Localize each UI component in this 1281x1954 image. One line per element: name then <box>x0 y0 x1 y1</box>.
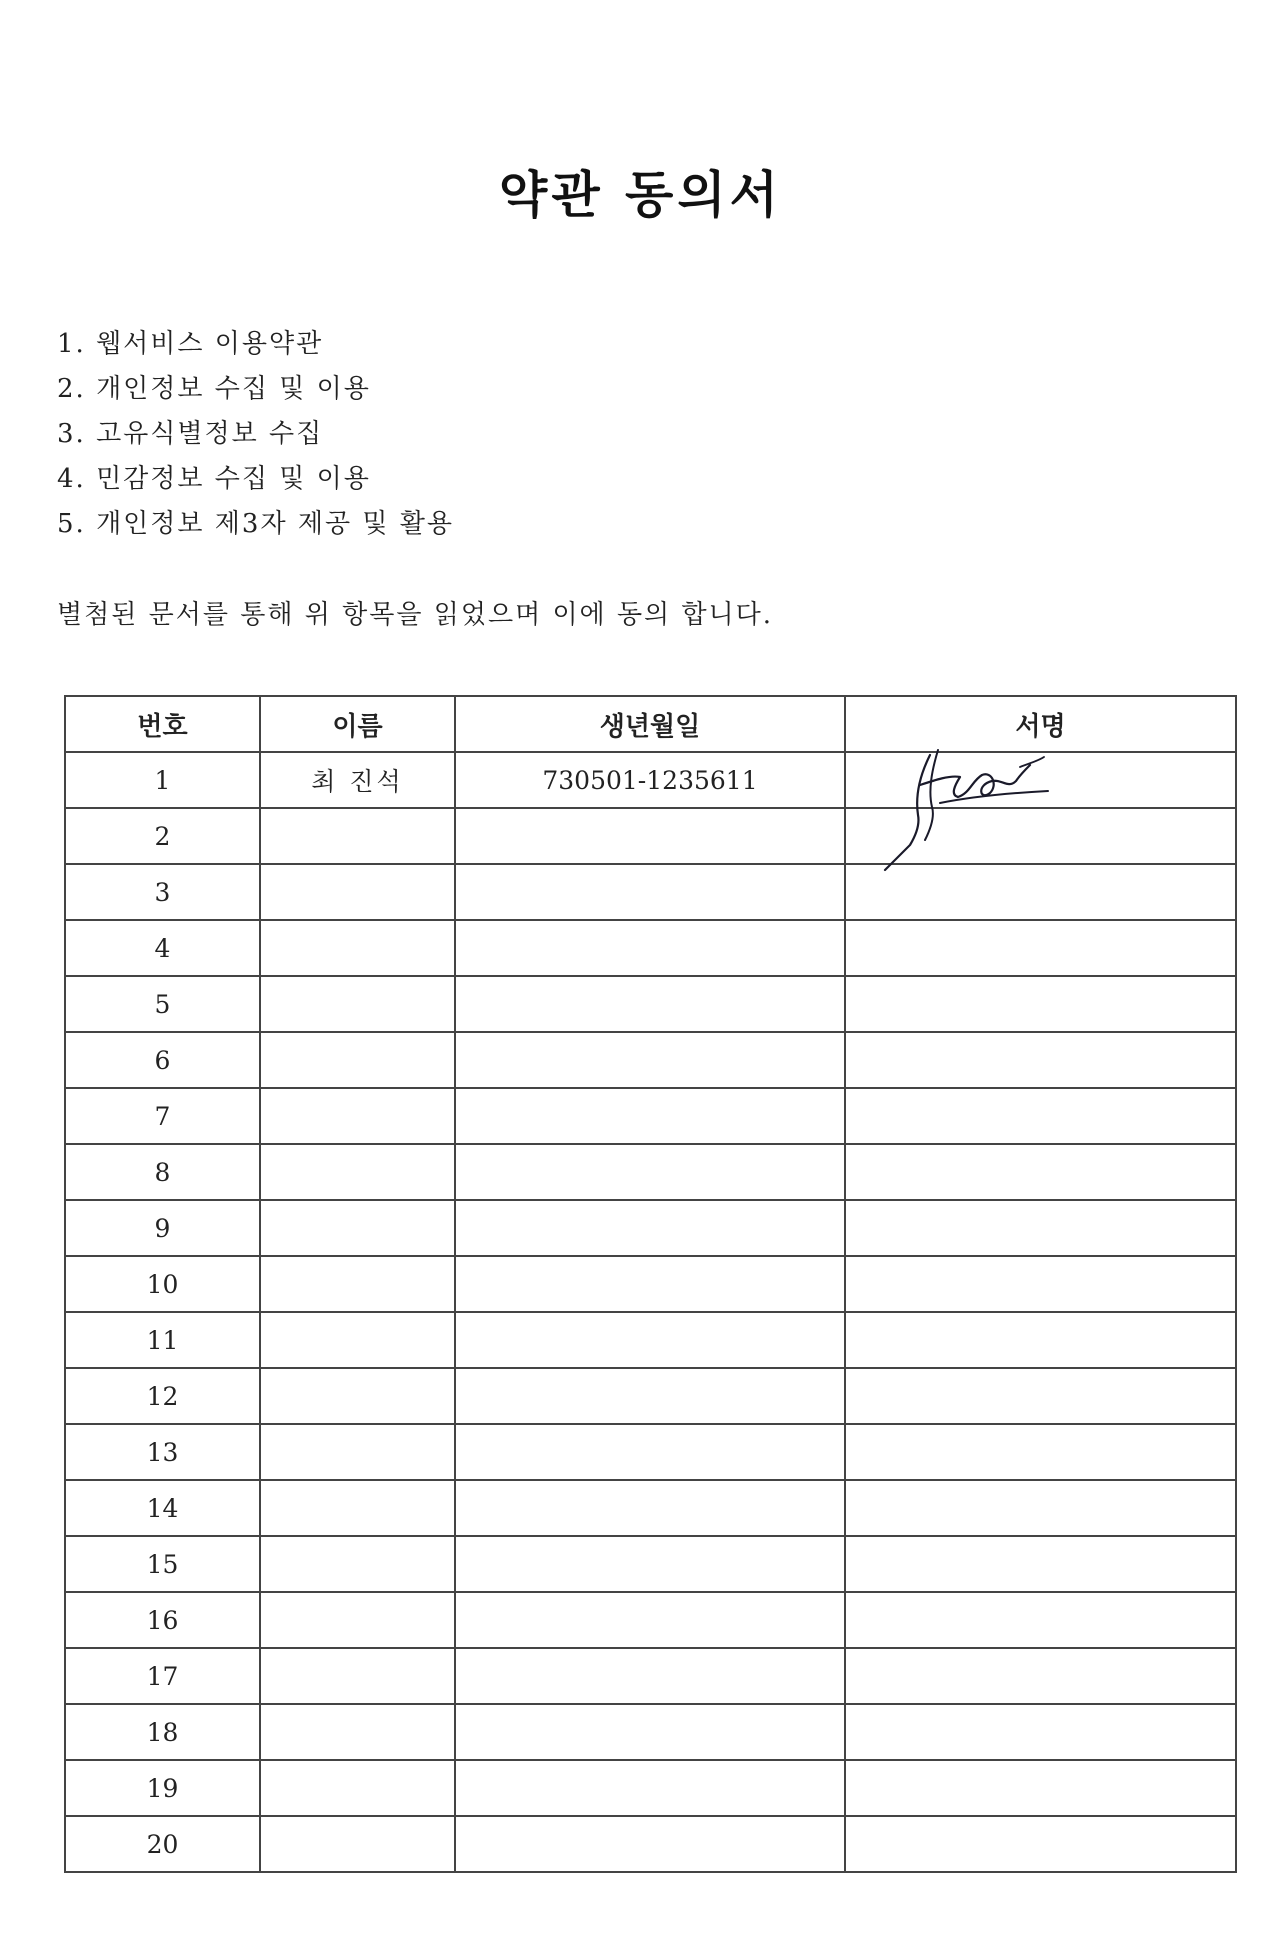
consent-item: 3. 고유식별정보 수집 <box>57 419 324 449</box>
cell-signature <box>845 1368 1236 1424</box>
table-header-row <box>65 696 1236 752</box>
cell-signature <box>845 1088 1236 1144</box>
table-row <box>65 1704 1236 1760</box>
cell-name <box>260 1816 455 1872</box>
cell-signature <box>845 1592 1236 1648</box>
cell-birthdate <box>455 1480 845 1536</box>
table-row <box>65 1088 1236 1144</box>
handwritten-signature <box>880 745 1100 875</box>
cell-signature <box>845 1144 1236 1200</box>
cell-signature <box>845 1816 1236 1872</box>
cell-birthdate <box>455 1760 845 1816</box>
cell-number: 16 <box>65 1592 260 1648</box>
cell-number: 8 <box>65 1144 260 1200</box>
cell-signature <box>845 920 1236 976</box>
table-row <box>65 1424 1236 1480</box>
cell-birthdate <box>455 1648 845 1704</box>
cell-number: 18 <box>65 1704 260 1760</box>
cell-signature <box>845 1536 1236 1592</box>
cell-number: 6 <box>65 1032 260 1088</box>
table-row <box>65 1144 1236 1200</box>
table-row <box>65 1592 1236 1648</box>
cell-number: 12 <box>65 1368 260 1424</box>
cell-name <box>260 808 455 864</box>
consent-item: 1. 웹서비스 이용약관 <box>57 329 324 359</box>
cell-name: 최 진석 <box>260 752 455 808</box>
header-signature: 서명 <box>845 696 1236 752</box>
cell-name <box>260 1760 455 1816</box>
table-row <box>65 1032 1236 1088</box>
table-body <box>65 752 1236 1872</box>
cell-name <box>260 1536 455 1592</box>
cell-birthdate: 730501-1235611 <box>455 752 845 808</box>
table-row <box>65 976 1236 1032</box>
page-title: 약관 동의서 <box>499 166 782 224</box>
cell-birthdate <box>455 1088 845 1144</box>
cell-name <box>260 1368 455 1424</box>
cell-number: 19 <box>65 1760 260 1816</box>
consent-item-list <box>57 322 454 547</box>
agreement-statement: 별첨된 문서를 통해 위 항목을 읽었으며 이에 동의 합니다. <box>57 600 774 630</box>
cell-name <box>260 1200 455 1256</box>
cell-signature <box>845 976 1236 1032</box>
cell-number: 20 <box>65 1816 260 1872</box>
cell-number: 15 <box>65 1536 260 1592</box>
consent-item: 2. 개인정보 수집 및 이용 <box>57 374 371 404</box>
cell-signature <box>845 1424 1236 1480</box>
cell-signature <box>845 1648 1236 1704</box>
table-row <box>65 1648 1236 1704</box>
cell-name <box>260 1704 455 1760</box>
cell-birthdate <box>455 1424 845 1480</box>
cell-number: 11 <box>65 1312 260 1368</box>
cell-birthdate <box>455 1816 845 1872</box>
table-row <box>65 1312 1236 1368</box>
cell-name <box>260 920 455 976</box>
consent-item: 5. 개인정보 제3자 제공 및 활용 <box>57 509 454 539</box>
cell-number: 5 <box>65 976 260 1032</box>
cell-number: 10 <box>65 1256 260 1312</box>
cell-birthdate <box>455 920 845 976</box>
cell-name <box>260 976 455 1032</box>
cell-number: 7 <box>65 1088 260 1144</box>
cell-number: 13 <box>65 1424 260 1480</box>
table-row <box>65 1816 1236 1872</box>
consent-item: 4. 민감정보 수집 및 이용 <box>57 464 371 494</box>
cell-signature <box>845 1760 1236 1816</box>
cell-name <box>260 1312 455 1368</box>
cell-name <box>260 1256 455 1312</box>
cell-birthdate <box>455 808 845 864</box>
cell-name <box>260 864 455 920</box>
cell-name <box>260 1032 455 1088</box>
cell-birthdate <box>455 1592 845 1648</box>
cell-signature <box>845 1312 1236 1368</box>
cell-birthdate <box>455 1032 845 1088</box>
table-row <box>65 1536 1236 1592</box>
cell-signature <box>845 1480 1236 1536</box>
cell-name <box>260 1144 455 1200</box>
cell-number: 9 <box>65 1200 260 1256</box>
cell-name <box>260 1088 455 1144</box>
cell-birthdate <box>455 864 845 920</box>
cell-number: 2 <box>65 808 260 864</box>
cell-number: 14 <box>65 1480 260 1536</box>
cell-signature <box>845 1200 1236 1256</box>
cell-name <box>260 1592 455 1648</box>
cell-number: 4 <box>65 920 260 976</box>
cell-birthdate <box>455 1144 845 1200</box>
cell-birthdate <box>455 1704 845 1760</box>
cell-name <box>260 1480 455 1536</box>
header-number: 번호 <box>65 696 260 752</box>
cell-signature <box>845 1704 1236 1760</box>
cell-number: 3 <box>65 864 260 920</box>
cell-signature <box>845 1256 1236 1312</box>
table-row <box>65 1256 1236 1312</box>
header-name: 이름 <box>260 696 455 752</box>
cell-birthdate <box>455 1368 845 1424</box>
table-row <box>65 1200 1236 1256</box>
cell-birthdate <box>455 1256 845 1312</box>
cell-number: 17 <box>65 1648 260 1704</box>
cell-signature <box>845 1032 1236 1088</box>
cell-birthdate <box>455 1312 845 1368</box>
table-row <box>65 1368 1236 1424</box>
table-row <box>65 920 1236 976</box>
table-row <box>65 1480 1236 1536</box>
cell-name <box>260 1424 455 1480</box>
header-birthdate: 생년월일 <box>455 696 845 752</box>
cell-birthdate <box>455 1536 845 1592</box>
cell-birthdate <box>455 1200 845 1256</box>
cell-name <box>260 1648 455 1704</box>
cell-number: 1 <box>65 752 260 808</box>
cell-birthdate <box>455 976 845 1032</box>
table-row <box>65 1760 1236 1816</box>
